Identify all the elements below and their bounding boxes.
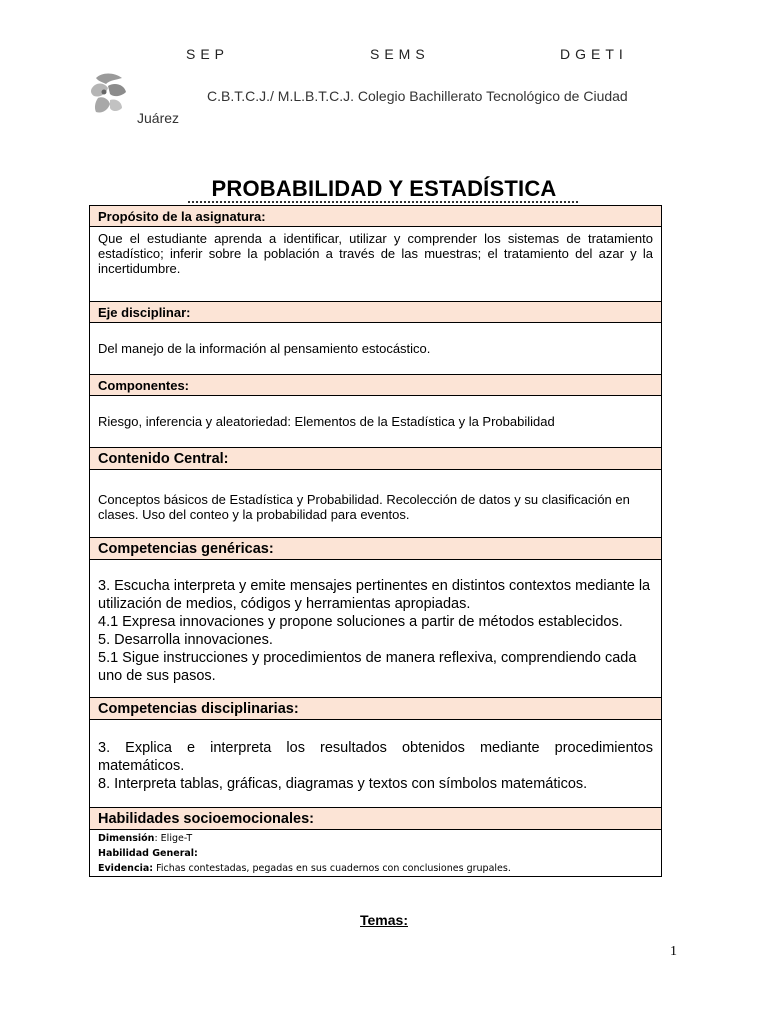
section-text-contenido: Conceptos básicos de Estadística y Probabilidad. Recolección de datos y su clasificación en clases. Uso del conteo y la probabilidad para eventos. xyxy=(90,470,662,538)
section-text-proposito: Que el estudiante aprenda a identificar, utilizar y comprender los sistemas de tratamiento estadístico; inferir sobre la población a través de las muestras; el tratamiento del azar y la incertidumbre. xyxy=(90,227,662,302)
subject-table xyxy=(89,205,662,877)
header-sems: SEMS xyxy=(370,46,430,62)
item-value: Elige-T xyxy=(157,832,193,844)
header-dgeti: DGETI xyxy=(560,46,628,62)
school-city: Juárez xyxy=(137,110,180,126)
section-heading-competencias-genericas: Competencias genéricas: xyxy=(90,538,662,560)
page-number: 1 xyxy=(670,944,677,959)
item-value: Fichas contestadas, pegadas en sus cuadernos con conclusiones grupales. xyxy=(153,862,511,874)
item-label: Habilidad General: xyxy=(98,847,198,859)
list-item: Dimensión: Elige-T xyxy=(98,832,193,844)
school-crest-icon xyxy=(86,70,130,118)
section-list-competencias-genericas xyxy=(90,560,662,698)
list-item: 8. Interpreta tablas, gráficas, diagramas y textos con símbolos matemáticos. xyxy=(98,775,588,792)
page-header xyxy=(0,46,768,64)
section-heading-componentes: Componentes: xyxy=(90,375,662,396)
item-label: Dimensión xyxy=(98,832,155,844)
section-heading-competencias-disciplinarias: Competencias disciplinarias: xyxy=(90,698,662,720)
section-text-componentes: Riesgo, inferencia y aleatoriedad: Elementos de la Estadística y la Probabilidad xyxy=(90,396,662,448)
list-item: 4.1 Expresa innovaciones y propone soluciones a partir de métodos establecidos. xyxy=(98,613,623,630)
item-label: Evidencia: xyxy=(98,862,154,874)
section-list-competencias-disciplinarias xyxy=(90,720,662,808)
section-heading-contenido: Contenido Central: xyxy=(90,448,662,470)
section-heading-habilidades: Habilidades socioemocionales: xyxy=(90,808,662,830)
list-item: 5.1 Sigue instrucciones y procedimientos de manera reflexiva, comprendiendo cada uno de sus pasos. xyxy=(98,649,637,684)
temas-heading: Temas: xyxy=(360,912,408,928)
list-item: 5. Desarrolla innovaciones. xyxy=(98,631,273,648)
list-item: 3. Explica e interpreta los resultados obtenidos mediante procedimientos matemáticos. xyxy=(98,739,653,774)
section-heading-eje: Eje disciplinar: xyxy=(90,302,662,323)
list-item: 3. Escucha interpreta y emite mensajes pertinentes en distintos contextos mediante la utilización de medios, códigos y herramientas apropiadas. xyxy=(98,577,651,612)
list-item xyxy=(98,846,653,861)
section-text-eje: Del manejo de la información al pensamiento estocástico. xyxy=(90,323,662,375)
section-list-habilidades xyxy=(90,830,662,877)
school-name: C.B.T.C.J./ M.L.B.T.C.J. Colegio Bachillerato Tecnológico de Ciudad xyxy=(207,88,628,104)
section-heading-proposito: Propósito de la asignatura: xyxy=(90,206,662,227)
list-item xyxy=(98,861,653,876)
title-underline xyxy=(188,201,578,203)
header-sep: SEP xyxy=(186,46,230,62)
page-title: PROBABILIDAD Y ESTADÍSTICA xyxy=(211,176,557,201)
